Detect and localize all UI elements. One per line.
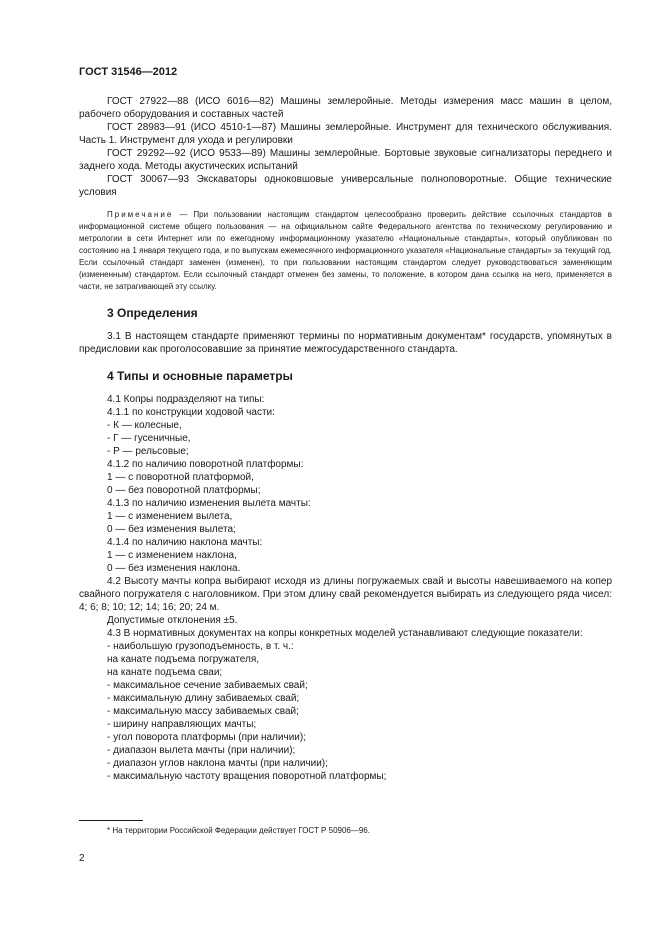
footnote: * На территории Российской Федерации действует ГОСТ Р 50906—96. — [107, 826, 370, 835]
reference-4: ГОСТ 30067—93 Экскаваторы одноковшовые универсальные полноповоротные. Общие технические условия — [79, 174, 612, 198]
clause-4-3: 4.3 В нормативных документах на копры конкретных моделей устанавливают следующие показатели: — [107, 628, 583, 639]
footnote-divider — [79, 820, 143, 821]
indicator-item: на канате подъема погружателя, — [107, 654, 260, 665]
indicator-item: - максимальную частоту вращения поворотной платформы; — [107, 771, 387, 782]
section-3-title: 3 Определения — [107, 306, 198, 320]
indicator-item: - максимальную длину забиваемых свай; — [107, 693, 300, 704]
note-text: — При пользовании настоящим стандартом целесообразно проверить действие ссылочных стандартов в информационной системе общего пользования — на официальном сайте Федерального агентства по техническому регулированию и метрологии в сети Интернет или по ежегодному информационному указателю «Национальные стандарты», который опубликован по состоянию на 1 января текущего года, и по выпускам ежемесячного информационного указателя «Национальные стандарты» за текущий год. Если ссылочный стандарт заменен (изменен), то при пользовании настоящим стандартом следует руководствоваться заменяющим (измененным) стандартом. Если ссылочный стандарт отменен без замены, то положение, в котором дана ссылка на него, применяется в части, не затрагивающей эту ссылку. — [79, 210, 612, 291]
page-number: 2 — [79, 853, 85, 864]
clause-4-1-2: 4.1.2 по наличию поворотной платформы: — [107, 459, 304, 470]
indicator-item: - максимальную массу забиваемых свай; — [107, 706, 299, 717]
list-item: 0 — без изменения наклона. — [107, 563, 241, 574]
list-item: 0 — без изменения вылета; — [107, 524, 236, 535]
standard-header: ГОСТ 31546—2012 — [79, 66, 178, 78]
indicator-item: - наибольшую грузоподъемность, в т. ч.: — [107, 641, 294, 652]
list-item: - Р — рельсовые; — [107, 446, 189, 457]
reference-2: ГОСТ 28983—91 (ИСО 4510-1—87) Машины землеройные. Инструмент для технического обслуживания. Часть 1. Инструмент для ухода и регулировки — [79, 122, 612, 146]
note-paragraph — [79, 209, 612, 293]
list-item: 1 — с изменением наклона, — [107, 550, 237, 561]
indicator-item: - диапазон вылета мачты (при наличии); — [107, 745, 296, 756]
section-3-paragraph: 3.1 В настоящем стандарте применяют термины по нормативным документам* государств, упомянутых в предисловии как проголосовавшие за принятие межгосударственного стандарта. — [79, 331, 612, 355]
indicator-item: на канате подъема сваи; — [107, 667, 223, 678]
page-content — [79, 95, 612, 783]
list-item: 1 — с поворотной платформой, — [107, 472, 254, 483]
clause-4-1-4: 4.1.4 по наличию наклона мачты: — [107, 537, 263, 548]
section-4-title: 4 Типы и основные параметры — [107, 369, 293, 383]
list-item: - Г — гусеничные, — [107, 433, 191, 444]
clause-4-1-3: 4.1.3 по наличию изменения вылета мачты: — [107, 498, 311, 509]
indicator-item: - максимальное сечение забиваемых свай; — [107, 680, 308, 691]
indicator-item: - диапазон углов наклона мачты (при наличии); — [107, 758, 328, 769]
note-block — [79, 209, 612, 293]
clause-4-2: 4.2 Высоту мачты копра выбирают исходя из длины погружаемых свай и высоты навешиваемого на копер свайного погружателя с наголовником. При этом длину свай рекомендуется выбирать из следующего ряда чисел: 4; 6; 8; 10; 12; 14; 16; 20; 24 м. — [79, 576, 612, 613]
clause-4-1: 4.1 Копры подразделяют на типы: — [107, 394, 265, 405]
indicator-item: - ширину направляющих мачты; — [107, 719, 257, 730]
list-item: 0 — без поворотной платформы; — [107, 485, 261, 496]
reference-3: ГОСТ 29292—92 (ИСО 9533—89) Машины землеройные. Бортовые звуковые сигнализаторы переднего и заднего хода. Методы акустических испытаний — [79, 148, 612, 172]
tolerance-text: Допустимые отклонения ±5. — [107, 615, 238, 626]
clause-4-1-1: 4.1.1 по конструкции ходовой части: — [107, 407, 275, 418]
indicator-item: - угол поворота платформы (при наличии); — [107, 732, 306, 743]
list-item: - К — колесные, — [107, 420, 182, 431]
note-label: Примечание — [107, 210, 174, 219]
list-item: 1 — с изменением вылета, — [107, 511, 233, 522]
reference-1: ГОСТ 27922—88 (ИСО 6016—82) Машины землеройные. Методы измерения масс машин в целом, рабочего оборудования и составных частей — [79, 96, 612, 120]
